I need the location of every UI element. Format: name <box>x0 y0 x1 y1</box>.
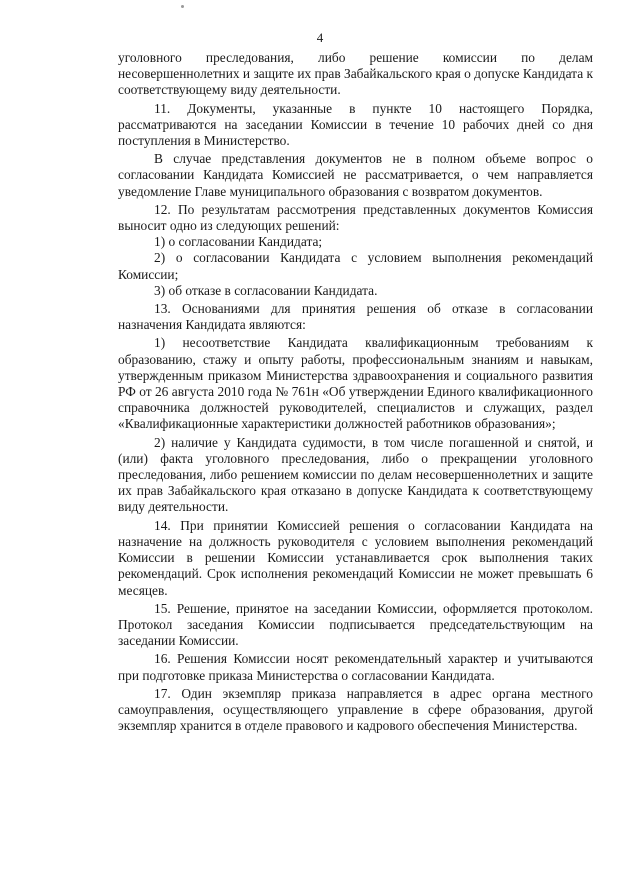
paragraph-continuation: уголовного преследования, либо решение комиссии по делам несовершеннолетних и защите их прав Забайкальского края о допуске Кандидата к соответствующему виду деятельности. <box>118 50 593 98</box>
paragraph-item-15: 15. Решение, принятое на заседании Комиссии, оформляется протоколом. Протокол заседания Комиссии подписывается председательствующим на заседании Комиссии. <box>118 600 593 649</box>
list-item-decision-3: 3) об отказе в согласовании Кандидата. <box>154 282 378 298</box>
paragraph-item-16: 16. Решения Комиссии носят рекомендательный характер и учитываются при подготовке приказа Министерства о согласовании Кандидата. <box>118 651 593 683</box>
list-item-decision-2: 2) о согласовании Кандидата с условием выполнения рекомендаций Комиссии; <box>118 250 593 282</box>
scan-speck <box>181 5 184 8</box>
paragraph-item-13: 13. Основаниями для принятия решения об отказе в согласовании назначения Кандидата являются: <box>118 301 593 333</box>
paragraph-item-11: 11. Документы, указанные в пункте 10 настоящего Порядка, рассматриваются на заседании Комиссии в течение 10 рабочих дней со дня поступления в Министерство. <box>118 100 593 149</box>
paragraph-incomplete-documents: В случае представления документов не в полном объеме вопрос о согласовании Кандидата Комиссией не рассматривается, о чем направляется уведомление Главе муниципального образования с возвратом документов. <box>118 151 593 199</box>
page-number: 4 <box>316 30 324 45</box>
paragraph-item-17: 17. Один экземпляр приказа направляется в адрес органа местного самоуправления, осуществляющего управление в сфере образования, другой экземпляр хранится в отделе правового и кадрового обеспечения Министерства. <box>118 685 593 734</box>
list-item-ground-2: 2) наличие у Кандидата судимости, в том числе погашенной и снятой, и (или) факта уголовного преследования, либо о прекращении уголовного преследования, либо решением комиссии по делам несовершеннолетних и защите их прав Забайкальского края отказано в допуске Кандидата к соответствующему виду деятельности. <box>118 434 593 515</box>
list-item-ground-1: 1) несоответствие Кандидата квалификационным требованиям к образованию, стажу и опыту работы, профессиональным знаниям и навыкам, утвержденным приказом Министерства здравоохранения и социального развития РФ от 26 августа 2010 года № 761н «Об утверждении Единого квалификационного справочника должностей руководителей, специалистов и служащих, раздел «Квалификационные характеристики должностей работников образования»; <box>118 335 593 432</box>
document-body <box>118 50 593 734</box>
paragraph-item-12: 12. По результатам рассмотрения представленных документов Комиссия выносит одно из следующих решений: <box>118 201 593 234</box>
list-item-decision-1: 1) о согласовании Кандидата; <box>154 234 323 250</box>
paragraph-item-14: 14. При принятии Комиссией решения о согласовании Кандидата на назначение на должность руководителя с условием выполнения рекомендаций Комиссии в решении Комиссии устанавливается срок выполнения таких рекомендаций. Срок исполнения рекомендаций Комиссии не может превышать 6 месяцев. <box>118 517 593 598</box>
